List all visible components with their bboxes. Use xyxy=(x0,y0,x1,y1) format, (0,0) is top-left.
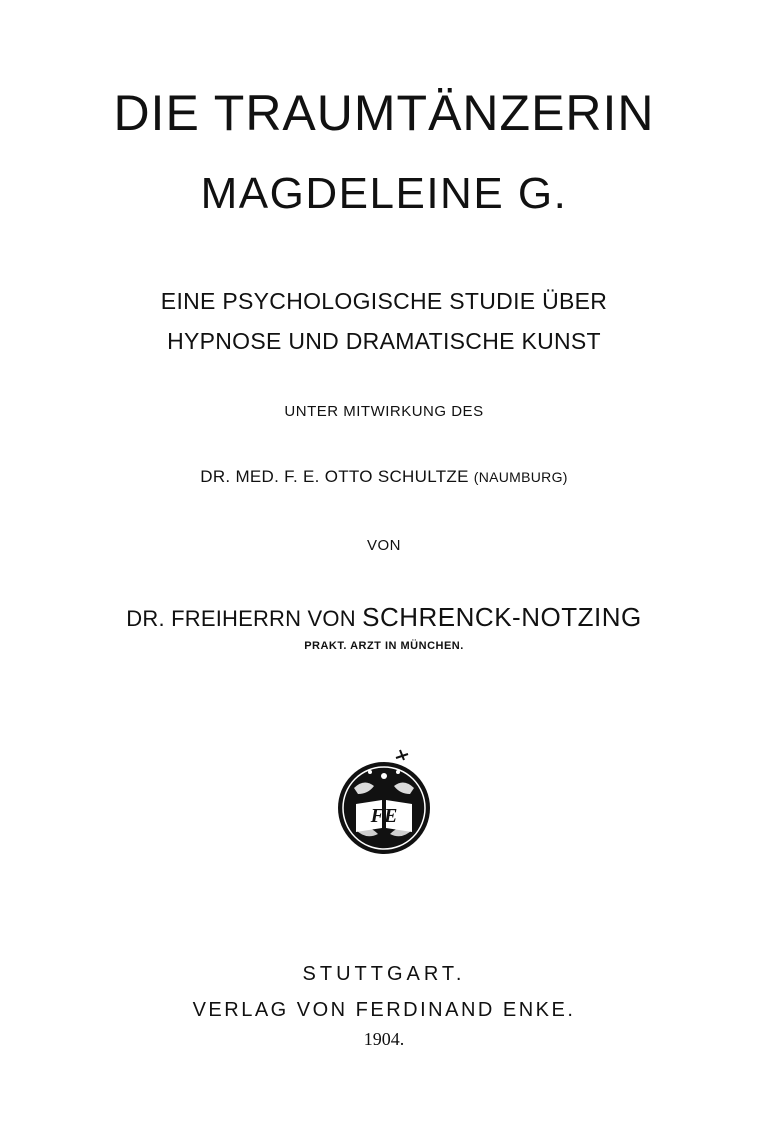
imprint-publisher: VERLAG VON FERDINAND ENKE. xyxy=(192,999,576,1021)
coauthor-line xyxy=(0,468,768,485)
publisher-emblem-icon xyxy=(334,748,434,860)
author-line xyxy=(0,604,768,630)
imprint-city: STUTTGART. xyxy=(302,963,466,985)
emblem-monogram: FE xyxy=(370,805,398,827)
author-prefix: DR. FREIHERRN VON xyxy=(126,606,356,631)
by-line: VON xyxy=(366,537,401,554)
book-title-line-2: MAGDELEINE G. xyxy=(200,169,568,218)
book-title-line-1: DIE TRAUMTÄNZERIN xyxy=(113,85,655,141)
author-title: PRAKT. ARZT IN MÜNCHEN. xyxy=(304,640,464,652)
coauthor-place: (NAUMBURG) xyxy=(473,469,568,485)
subtitle-line-1: EINE PSYCHOLOGISCHE STUDIE ÜBER xyxy=(160,288,608,314)
subtitle-line-2: HYPNOSE UND DRAMATISCHE KUNST xyxy=(167,328,601,354)
coauthor-name: DR. MED. F. E. OTTO SCHULTZE xyxy=(200,467,469,486)
collaboration-intro: UNTER MITWIRKUNG DES xyxy=(284,403,484,420)
author-surname: SCHRENCK-NOTZING xyxy=(362,602,642,632)
imprint-year: 1904. xyxy=(363,1029,405,1049)
